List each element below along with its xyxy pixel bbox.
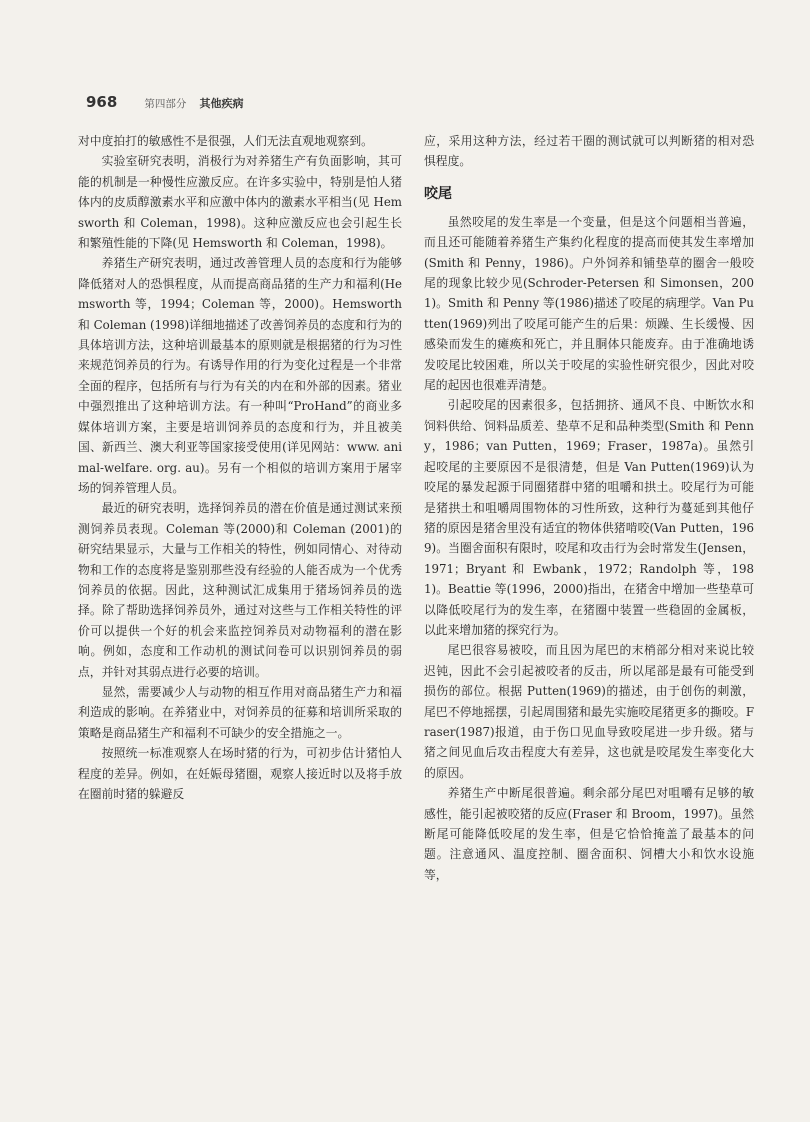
- left-paragraph-1: 对中度拍打的敏感性不是很强，人们无法直观地观察到。: [78, 134, 373, 148]
- right-paragraph-1: 虽然咬尾的发生率是一个变量，但是这个问题相当普遍，而且还可能随着养猪生产集约化程度的提高而使其发生率增加(Smith 和 Penny，1986)。户外饲养和铺垫草的圈舍一般咬尾的现象比较少见(Schroder-Petersen 和 Simonsen，2001)。Smith 和 Penny 等(1986)描述了咬尾的病理学。Van Putten(1969)列出了咬尾可能产生的后果：烦躁、生长缓慢、因感染而发生的瘫痪和死亡，并且胴体只能废弃。由于准确地诱发咬尾比较困难，所以关于咬尾的实验性研究很少，因此对咬尾的起因也很难弄清楚。: [424, 214, 754, 393]
- left-paragraph-3: 养猪生产研究表明，通过改善管理人员的态度和行为能够降低猪对人的恐惧程度，从而提高商品猪的生产力和福利(Hemsworth 等，1994；Coleman 等，2000)。Hemsworth 和 Coleman (1998)详细地描述了改善饲养员的态度和行为的具体培训方法，这种培训最基本的原则就是根据猪的行为习性来规范饲养员的行为。有诱导作用的行为变化过程是一个非常全面的程序，包括所有与行为有关的内在和外部的因素。猪业中强烈推出了这种培训方法。有一种叫“ProHand”的商业多媒体培训方案，主要是培训饲养员的态度和行为，并且被美国、新西兰、澳大利亚等国家接受使用(详见网站：www. animal-welfare. org. au)。另有一个相似的培训方案用于屠宰场的饲养管理人员。: [78, 256, 402, 495]
- right-intro-paragraph: 应，采用这种方法，经过若干圈的测试就可以判断猪的相对恐惧程度。: [424, 134, 754, 169]
- right-column: [424, 131, 754, 885]
- right-paragraph-4: 养猪生产中断尾很普遍。剩余部分尾巴对咀嚼有足够的敏感性，能引起被咬猪的反应(Fraser 和 Broom，1997)。虽然断尾可能降低咬尾的发生率，但是它恰恰掩盖了最基本的问题。注意通风、温度控制、圈舍面积、饲槽大小和饮水设施等，: [424, 786, 754, 882]
- left-paragraph-5: 显然，需要减少人与动物的相互作用对商品猪生产力和福利造成的影响。在养猪业中，对饲养员的征募和培训所采取的策略是商品猪生产和福利不可缺少的安全措施之一。: [78, 684, 402, 740]
- part-title: 其他疾病: [199, 97, 244, 110]
- left-paragraph-4: 最近的研究表明，选择饲养员的潜在价值是通过测试来预测饲养员表现。Coleman 等(2000)和 Coleman (2001)的研究结果显示，大量与工作相关的特性，例如同情心、对待动物和工作的态度将是鉴别那些没有经验的人能否成为一个优秀饲养员的依据。因此，这种测试汇成集用于猪场饲养员的选择。除了帮助选择饲养员外，通过对这些与工作相关特性的评价可以提供一个好的机会来监控饲养员对动物福利的潜在影响。例如，态度和工作动机的测试问卷可以识别饲养员的弱点，并针对其弱点进行必要的培训。: [78, 501, 402, 679]
- left-paragraph-2: 实验室研究表明，消极行为对养猪生产有负面影响，其可能的机制是一种慢性应激反应。在许多实验中，特别是怕人猪体内的皮质醇激素水平和应激中体内的激素水平相当(见 Hemsworth 和 Coleman，1998)。这种应激反应也会引起生长和繁殖性能的下降(见 Hemsworth 和 Coleman，1998)。: [78, 154, 402, 251]
- right-paragraph-3: 尾巴很容易被咬，而且因为尾巴的末梢部分相对来说比较迟钝，因此不会引起被咬者的反击，所以尾部是最有可能受到损伤的部位。根据 Putten(1969)的描述，由于创伤的刺激，尾巴不停地摇摆，引起周围猪和最先实施咬尾猪更多的撕咬。Fraser(1987)报道，由于伤口见血导致咬尾进一步升级。猪与猪之间见血后攻击程度大有差异，这也就是咬尾发生率变化大的原因。: [424, 643, 754, 780]
- section-heading: 咬尾: [424, 185, 452, 202]
- right-paragraph-2: 引起咬尾的因素很多，包括拥挤、通风不良、中断饮水和饲料供给、饲料品质差、垫草不足和品种类型(Smith 和 Penny，1986；van Putten，1969；Fraser，1987a)。虽然引起咬尾的主要原因不是很清楚，但是 Van Putten(1969)认为咬尾的暴发起源于同圈猪群中猪的咀嚼和拱土。咬尾行为可能是猪拱土和咀嚼周围物体的习性所致，这种行为蔓延到其他仔猪的原因是猪舍里没有适宜的物体供猪啃咬(Van Putten，1969)。当圈舍面积有限时，咬尾和攻击行为会时常发生(Jensen，1971；Bryant 和 Ewbank，1972；Randolph 等，1981)。Beattie 等(1996，2000)指出，在猪舍中增加一些垫草可以降低咬尾行为的发生率，在猪圈中装置一些稳固的金属板，以此来增加猪的探究行为。: [424, 398, 754, 637]
- part-label: 第四部分: [144, 98, 187, 110]
- left-column: [78, 131, 402, 804]
- page-number: 968: [86, 93, 118, 111]
- left-paragraph-6: 按照统一标准观察人在场时猪的行为，可初步估计猪怕人程度的差异。例如，在妊娠母猪圈，观察人接近时以及将手放在圈前时猪的躲避反: [78, 746, 402, 801]
- page-header: [86, 92, 244, 112]
